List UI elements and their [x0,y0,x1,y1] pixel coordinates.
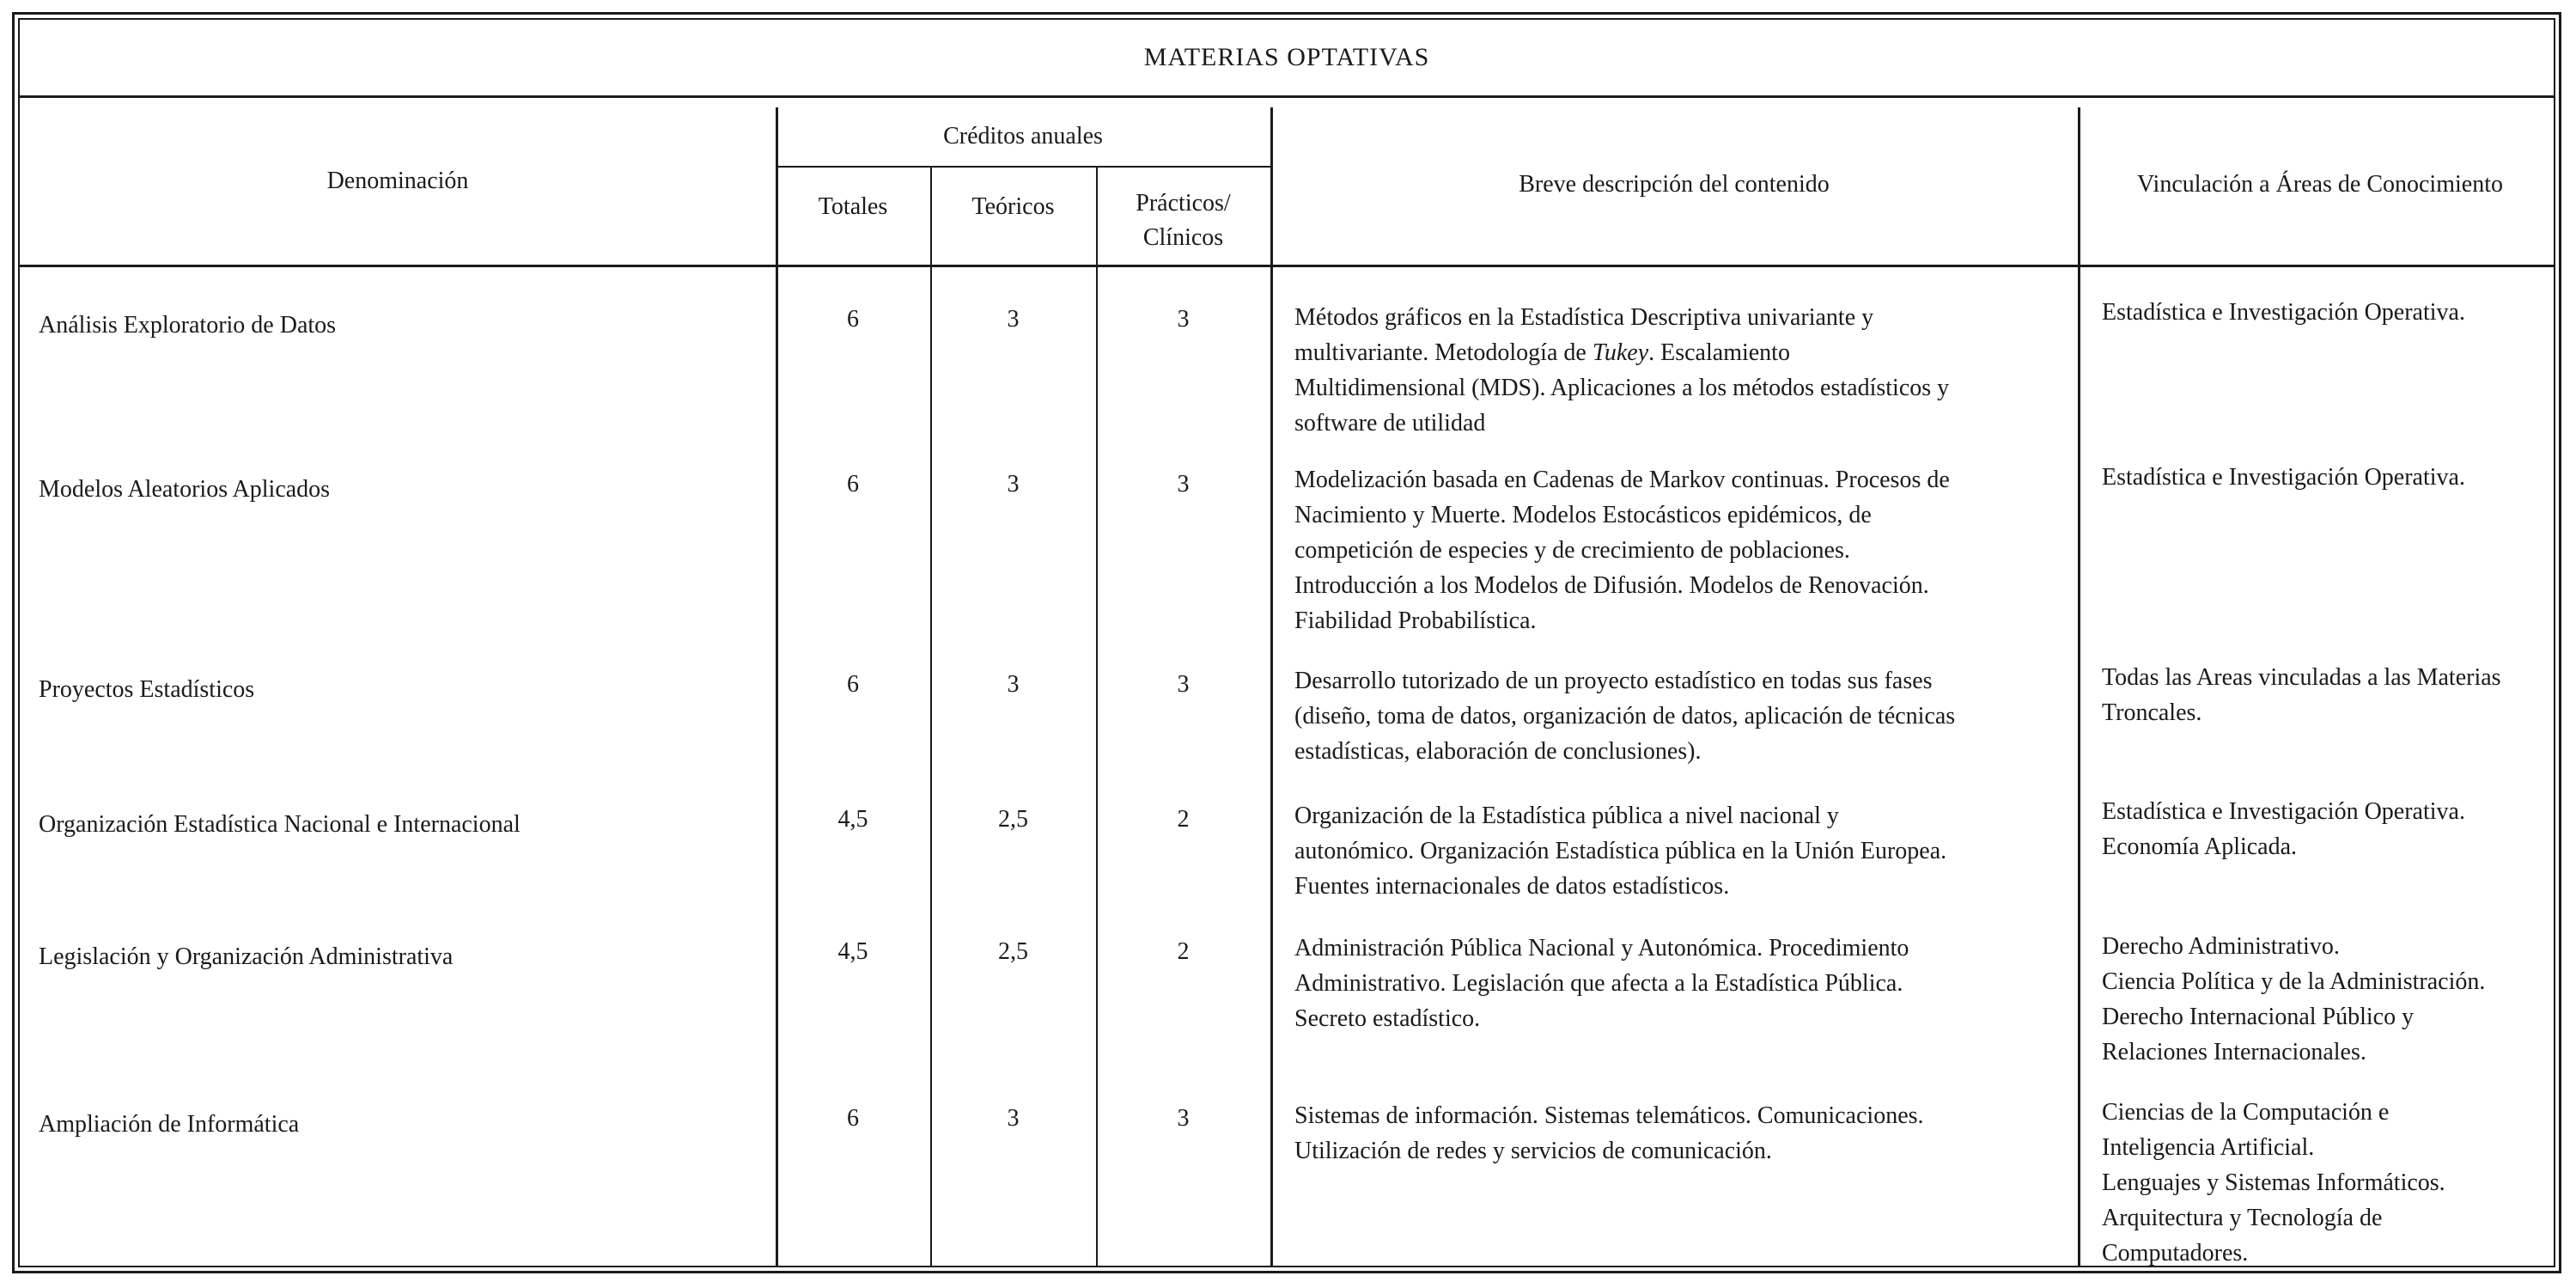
row-6-vinc-line: Ciencias de la Computación e [2102,1099,2390,1126]
header-practicos-line1: Prácticos/ [1136,190,1231,217]
row-4-vinculacion [2102,794,2465,864]
row-1-teoricos: 3 [1007,306,1020,333]
row-6-descripcion [1294,1098,1924,1169]
table-inner-frame [18,18,2555,1267]
row-6-denominacion: Ampliación de Informática [39,1111,300,1138]
row-6-totales: 6 [847,1105,859,1132]
row-2-desc-line: Introducción a los Modelos de Difusión. Modelos de Renovación. [1294,572,1929,599]
header-totales: Totales [818,193,888,220]
row-1-desc-line: software de utilidad [1294,410,1486,436]
row-4-desc-line: autonómico. Organización Estadística pública en la Unión Europea. [1294,838,1947,864]
header-practicos [1096,186,1270,255]
row-5-vinculacion [2102,929,2485,1070]
row-3-teoricos: 3 [1007,671,1020,698]
row-4-desc-line: Organización de la Estadística pública a nivel nacional y [1294,803,1839,829]
row-6-teoricos: 3 [1007,1105,1020,1132]
row-3-vinculacion [2102,660,2501,730]
row-1-denominacion: Análisis Exploratorio de Datos [39,312,337,339]
row-6-vinc-line: Computadores. [2102,1240,2249,1267]
row-5-teoricos: 2,5 [998,938,1028,965]
row-5-practicos: 2 [1177,938,1190,965]
row-4-desc-line: Fuentes internacionales de datos estadísticos. [1294,873,1730,900]
row-6-vinculacion [2102,1095,2445,1271]
row-2-practicos: 3 [1177,471,1190,497]
row-4-vinc-line: Estadística e Investigación Operativa. [2102,798,2465,825]
row-2-teoricos: 3 [1007,471,1020,497]
row-2-descripcion [1294,462,1950,638]
row-4-totales: 4,5 [837,806,868,833]
row-4-vinc-line: Economía Aplicada. [2102,833,2298,860]
row-3-totales: 6 [847,671,859,698]
row-1-desc-text: multivariante. Metodología de [1294,339,1592,366]
row-6-vinc-line: Inteligencia Artificial. [2102,1134,2315,1161]
row-2-vinc-line: Estadística e Investigación Operativa. [2102,464,2465,491]
row-2-denominacion: Modelos Aleatorios Aplicados [39,476,331,503]
header-vinculacion: Vinculación a Áreas de Conocimiento [2137,171,2503,198]
row-5-vinc-line: Relaciones Internacionales. [2102,1039,2366,1065]
row-3-desc-line: (diseño, toma de datos, organización de datos, aplicación de técnicas [1294,703,1956,729]
row-4-practicos: 2 [1177,806,1190,833]
row-3-vinc-line: Todas las Areas vinculadas a las Materias [2102,664,2501,691]
row-3-desc-line: estadísticas, elaboración de conclusiones). [1294,738,1702,765]
row-5-vinc-line: Derecho Internacional Público y [2102,1004,2415,1030]
row-5-vinc-line: Ciencia Política y de la Administración. [2102,968,2486,995]
row-2-totales: 6 [847,471,859,497]
row-1-desc-italic: Tukey [1592,339,1649,366]
row-5-desc-line: Secreto estadístico. [1294,1005,1481,1032]
row-1-practicos: 3 [1177,306,1190,333]
header-bottom-divider [20,265,2554,267]
row-1-totales: 6 [847,306,859,333]
row-4-denominacion: Organización Estadística Nacional e Internacional [39,811,521,838]
row-3-denominacion: Proyectos Estadísticos [39,676,255,703]
row-1-vinc-line: Estadística e Investigación Operativa. [2102,299,2465,326]
row-1-desc-line: Multidimensional (MDS). Aplicaciones a los métodos estadísticos y [1294,375,1950,401]
row-3-practicos: 3 [1177,671,1190,698]
row-4-teoricos: 2,5 [998,806,1028,833]
row-5-denominacion: Legislación y Organización Administrativa [39,943,454,970]
row-5-descripcion [1294,931,1909,1036]
row-2-vinculacion [2102,460,2465,495]
row-1-vinculacion [2102,295,2465,330]
header-denominacion: Denominación [326,168,469,194]
row-2-desc-line: Fiabilidad Probabilística. [1294,607,1537,634]
column-divider-descripcion [2078,107,2080,1266]
row-1-descripcion [1294,300,1949,441]
header-descripcion: Breve descripción del contenido [1519,171,1830,198]
table-frame [12,12,2561,1273]
row-6-desc-line: Utilización de redes y servicios de comunicación. [1294,1138,1772,1164]
row-1-desc-line [1294,335,1949,370]
row-5-desc-line: Administración Pública Nacional y Autonómica. Procedimiento [1294,935,1909,961]
row-2-desc-line: Nacimiento y Muerte. Modelos Estocásticos epidémicos, de [1294,502,1872,528]
row-6-practicos: 3 [1177,1105,1190,1132]
row-6-vinc-line: Lenguajes y Sistemas Informáticos. [2102,1169,2445,1196]
row-4-descripcion [1294,798,1946,904]
creditos-subheader-divider [776,166,1270,168]
row-3-desc-line: Desarrollo tutorizado de un proyecto estadístico en todas sus fases [1294,668,1933,694]
row-6-desc-line: Sistemas de información. Sistemas telemáticos. Comunicaciones. [1294,1102,1924,1129]
row-3-descripcion [1294,663,1955,769]
header-teoricos: Teóricos [971,193,1055,220]
row-3-vinc-line: Troncales. [2102,699,2202,726]
row-2-desc-line: Modelización basada en Cadenas de Markov continuas. Procesos de [1294,467,1950,493]
row-5-desc-line: Administrativo. Legislación que afecta a la Estadística Pública. [1294,970,1903,997]
row-6-vinc-line: Arquitectura y Tecnología de [2102,1205,2383,1231]
row-5-vinc-line: Derecho Administrativo. [2102,933,2340,960]
column-divider-practicos [1270,107,1273,1266]
row-1-desc-text: . Escalamiento [1648,339,1790,366]
row-5-totales: 4,5 [837,938,868,965]
table-title: MATERIAS OPTATIVAS [20,20,2554,98]
row-2-desc-line: competición de especies y de crecimiento de poblaciones. [1294,537,1850,564]
row-1-desc-line: Métodos gráficos en la Estadística Descriptiva univariante y [1294,304,1874,331]
header-creditos: Créditos anuales [943,123,1103,150]
header-practicos-line2: Clínicos [1142,224,1224,251]
